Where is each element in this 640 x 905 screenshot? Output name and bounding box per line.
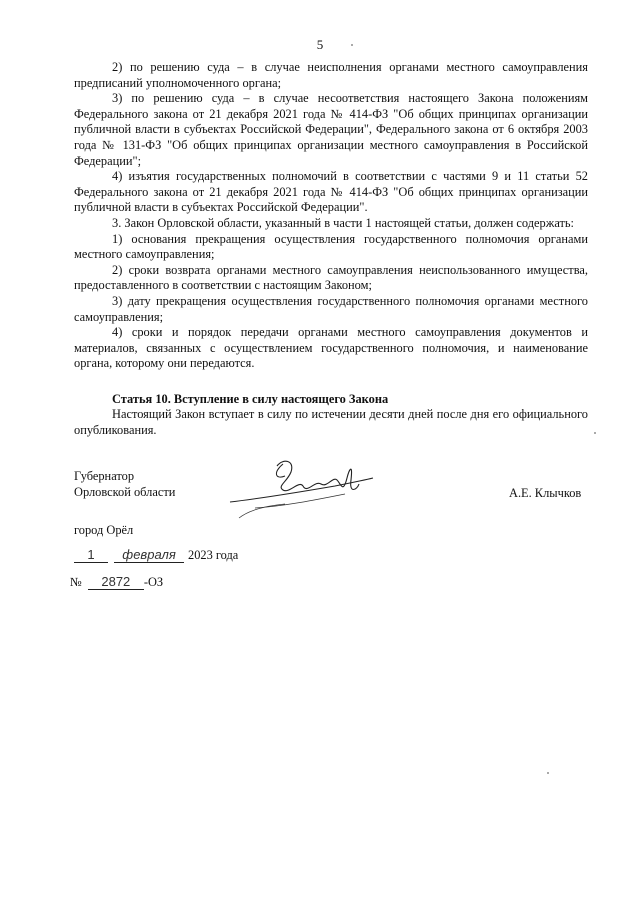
law-number-suffix: -ОЗ (143, 575, 164, 589)
date-month: февраля (114, 547, 184, 563)
paragraph-part-3: 3. Закон Орловской области, указанный в части 1 настоящей статьи, должен содержать: (112, 215, 575, 230)
paragraph-clause-2: 2) по решению суда – в случае неисполнения органами местного самоуправления предписаний уполномоченного органа; (74, 60, 588, 90)
paragraph-item-3: 3) дату прекращения осуществления государственного полномочия органами местного самоуправления; (74, 293, 588, 324)
paragraph-item-1: 1) основания прекращения осуществления государственного полномочия органами местного самоуправления; (74, 231, 588, 262)
signatory-name: А.Е. Клычков (509, 486, 582, 500)
date-year: 2023 года (188, 548, 239, 562)
scan-speck (594, 432, 596, 434)
handwritten-signature (225, 450, 375, 520)
paragraph-item-2: 2) сроки возврата органами местного самоуправления неиспользованного имущества, предоставленного в соответствии с настоящим Законом; (74, 262, 588, 293)
position-line-2: Орловской области (74, 485, 176, 499)
article-10-heading: Статья 10. Вступление в силу настоящего Закона (112, 391, 389, 406)
paragraph-clause-3: 3) по решению суда – в случае несоответствия настоящего Закона положениям Федерального закона от 21 декабря 2021 года № 414-ФЗ "Об общих принципах организации публичной власти в субъектах Российской Федерации", Федерального закона от 6 октября 2003 года № 131-ФЗ "Об общих принципах организации местного самоуправления в Российской Федерации"; (74, 91, 588, 168)
law-number (70, 574, 163, 590)
scan-speck (351, 44, 353, 46)
signing-date (74, 547, 238, 563)
signatory-position (74, 468, 175, 500)
place-of-signing: город Орёл (74, 523, 134, 537)
scan-speck (547, 772, 549, 774)
paragraph-item-4: 4) сроки и порядок передачи органами местного самоуправления документов и материалов, связанных с осуществлением государственного полномочия, и наименование органа, которому они передаются. (74, 325, 588, 371)
position-line-1: Губернатор (74, 469, 135, 483)
page-number: 5 (316, 37, 324, 52)
law-number-prefix: № (70, 575, 82, 589)
article-10-text: Настоящий Закон вступает в силу по истечении десяти дней после дня его официального опубликования. (74, 407, 588, 438)
date-day: 1 (74, 547, 108, 563)
paragraph-clause-4: 4) изъятия государственных полномочий в соответствии с частями 9 и 11 статьи 52 Федерального закона от 21 декабря 2021 года № 414-ФЗ "Об общих принципах организации публичной власти в субъектах Российской Федерации". (74, 169, 588, 215)
law-number-value: 2872 (88, 574, 144, 590)
document-body (74, 60, 588, 439)
